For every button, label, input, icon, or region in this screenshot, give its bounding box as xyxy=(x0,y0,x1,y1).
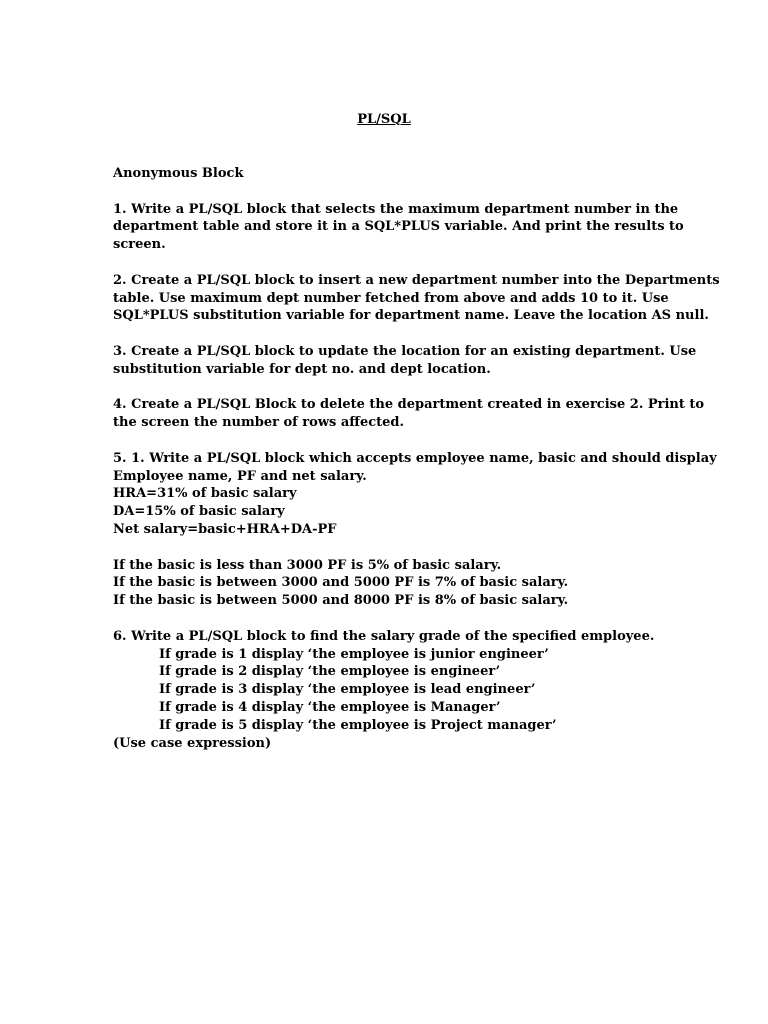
spacer xyxy=(113,254,658,272)
section-heading: Anonymous Block xyxy=(113,166,244,181)
spacer xyxy=(113,432,658,450)
condition-line: If the basic is between 5000 and 8000 PF is 8% of basic salary. xyxy=(113,593,569,609)
condition-line: If the basic is less than 3000 PF is 5% of basic salary. xyxy=(113,557,502,573)
exercise-6-note: (Use case expression) xyxy=(113,735,272,751)
exercise-3-line: substitution variable for dept no. and dept location. xyxy=(113,361,491,377)
spacer xyxy=(113,379,658,397)
exercise-4-line: 4. Create a PL/SQL Block to delete the department created in exercise 2. Print to xyxy=(113,397,705,413)
exercise-5-line: HRA=31% of basic salary xyxy=(113,486,297,502)
exercise-2-line: 2. Create a PL/SQL block to insert a new department number into the Departments xyxy=(113,272,720,288)
exercise-2 xyxy=(113,272,720,325)
spacer xyxy=(113,610,658,628)
condition-line: If the basic is between 3000 and 5000 PF is 7% of basic salary. xyxy=(113,575,569,591)
exercise-5-line: DA=15% of basic salary xyxy=(113,504,285,520)
exercise-5-line: Employee name, PF and net salary. xyxy=(113,468,367,484)
exercise-2-line: table. Use maximum dept number fetched from above and adds 10 to it. Use xyxy=(113,290,669,306)
grade-line: If grade is 5 display ‘the employee is Project manager’ xyxy=(159,717,557,733)
grade-line: If grade is 4 display ‘the employee is Manager’ xyxy=(159,699,501,715)
exercise-2-line: SQL*PLUS substitution variable for department name. Leave the location AS null. xyxy=(113,308,709,324)
spacer xyxy=(113,539,658,557)
exercise-5 xyxy=(113,450,717,539)
exercise-5-line: Net salary=basic+HRA+DA-PF xyxy=(113,521,337,537)
spacer xyxy=(113,325,658,343)
grade-line: If grade is 3 display ‘the employee is lead engineer’ xyxy=(159,682,536,698)
grade-line: If grade is 2 display ‘the employee is engineer’ xyxy=(159,664,501,680)
exercise-6-intro: 6. Write a PL/SQL block to find the salary grade of the specified employee. xyxy=(113,628,655,644)
exercise-5-conditions xyxy=(113,557,658,610)
exercise-1 xyxy=(113,201,684,254)
grade-line: If grade is 1 display ‘the employee is junior engineer’ xyxy=(159,646,549,662)
exercise-4 xyxy=(113,396,705,432)
exercise-3-line: 3. Create a PL/SQL block to update the location for an existing department. Use xyxy=(113,343,697,359)
exercise-6 xyxy=(113,628,658,753)
spacer xyxy=(113,183,658,201)
exercise-5-line: 5. 1. Write a PL/SQL block which accepts employee name, basic and should display xyxy=(113,450,717,466)
title-text: PL/SQL xyxy=(357,112,411,127)
page-title xyxy=(0,111,768,129)
exercise-1-line: 1. Write a PL/SQL block that selects the maximum department number in the xyxy=(113,201,679,217)
exercise-1-line: screen. xyxy=(113,237,166,253)
exercise-1-line: department table and store it in a SQL*PLUS variable. And print the results to xyxy=(113,219,684,235)
exercise-4-line: the screen the number of rows affected. xyxy=(113,415,405,431)
document-body xyxy=(113,165,720,752)
exercise-3 xyxy=(113,343,697,379)
